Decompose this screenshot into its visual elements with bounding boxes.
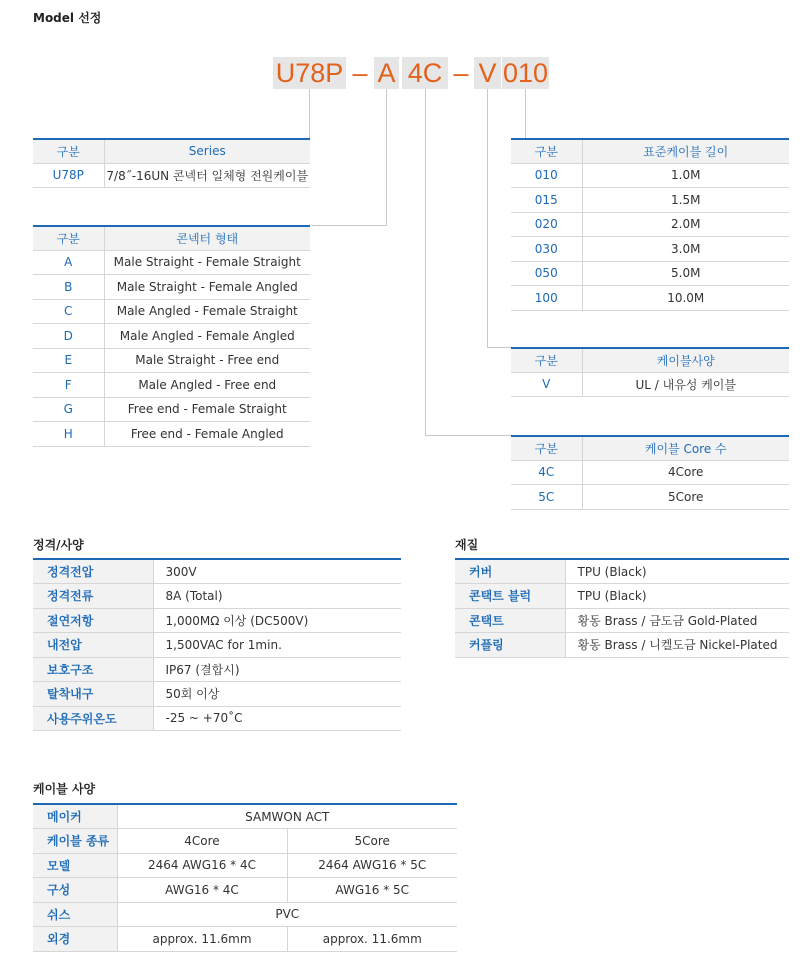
value-cell: 황동 Brass / 금도금 Gold-Plated (565, 608, 789, 633)
key-cell: 020 (511, 212, 582, 237)
table-row (33, 397, 310, 422)
header-cell: 구분 (511, 139, 582, 163)
key-cell: 030 (511, 237, 582, 262)
label-cell: 모델 (33, 853, 117, 878)
table-row (33, 559, 401, 584)
header-cell: 구분 (33, 139, 104, 163)
value-cell: 300V (153, 559, 401, 584)
header-cell: Series (104, 139, 310, 163)
label-cell: 내전압 (33, 633, 153, 658)
header-cell: 케이블사양 (582, 348, 789, 372)
key-cell: U78P (33, 163, 104, 188)
connector-line-series (309, 89, 310, 138)
label-cell: 메이커 (33, 804, 117, 829)
table-row (33, 829, 457, 854)
table-row (33, 250, 310, 275)
table-row (511, 460, 789, 485)
table-row (33, 878, 457, 903)
connector-line-length (525, 89, 526, 138)
table-row (33, 682, 401, 707)
value-cell: 2464 AWG16 * 5C (287, 853, 457, 878)
value-cell: 3.0M (582, 237, 789, 262)
value-cell: Free end - Female Angled (104, 422, 310, 447)
key-cell: D (33, 324, 104, 349)
value-cell: -25 ~ +70˚C (153, 706, 401, 731)
value-cell: IP67 (결합시) (153, 657, 401, 682)
value-cell: Male Straight - Female Straight (104, 250, 310, 275)
cable-length-table (511, 138, 789, 311)
label-cell: 구성 (33, 878, 117, 903)
cable-spec-table (33, 803, 457, 952)
value-cell: 1.0M (582, 163, 789, 188)
header-cell: 콘넥터 형태 (104, 226, 310, 250)
code-core: 4C (402, 57, 448, 89)
table-row (33, 299, 310, 324)
header-cell: 케이블 Core 수 (582, 436, 789, 460)
label-cell: 정격전압 (33, 559, 153, 584)
value-cell: 5.0M (582, 261, 789, 286)
table-row (33, 163, 310, 188)
series-table (33, 138, 310, 188)
label-cell: 콘택트 (455, 608, 565, 633)
value-cell: 7/8˝-16UN 콘넥터 일체형 전원케이블 (104, 163, 310, 188)
connector-type-table (33, 225, 310, 447)
table-row (511, 163, 789, 188)
rating-table (33, 558, 401, 731)
connector-line-connector-h (311, 225, 387, 226)
key-cell: B (33, 275, 104, 300)
table-row (511, 485, 789, 510)
connector-line-core-h (425, 435, 511, 436)
key-cell: A (33, 250, 104, 275)
key-cell: V (511, 372, 582, 397)
table-row (33, 275, 310, 300)
value-cell: Male Angled - Female Angled (104, 324, 310, 349)
cable-spec-title: 케이블 사양 (33, 782, 96, 796)
header-cell: 표준케이블 길이 (582, 139, 789, 163)
label-cell: 사용주위온도 (33, 706, 153, 731)
code-dash-1: – (352, 58, 368, 88)
value-cell: PVC (117, 902, 457, 927)
table-row (33, 804, 457, 829)
label-cell: 쉬스 (33, 902, 117, 927)
key-cell: 015 (511, 188, 582, 213)
label-cell: 보호구조 (33, 657, 153, 682)
table-row (33, 422, 310, 447)
value-cell: 2464 AWG16 * 4C (117, 853, 287, 878)
label-cell: 절연저항 (33, 608, 153, 633)
label-cell: 케이블 종류 (33, 829, 117, 854)
header-cell: 구분 (511, 348, 582, 372)
value-cell: 4Core (582, 460, 789, 485)
table-row (455, 584, 789, 609)
value-cell: 10.0M (582, 286, 789, 311)
model-code (0, 57, 806, 89)
value-cell: SAMWON ACT (117, 804, 457, 829)
value-cell: Male Straight - Female Angled (104, 275, 310, 300)
table-row (511, 372, 789, 397)
key-cell: 050 (511, 261, 582, 286)
label-cell: 커플링 (455, 633, 565, 658)
key-cell: C (33, 299, 104, 324)
value-cell: TPU (Black) (565, 559, 789, 584)
table-row (33, 608, 401, 633)
key-cell: 010 (511, 163, 582, 188)
material-title: 재질 (455, 538, 479, 552)
key-cell: G (33, 397, 104, 422)
value-cell: Male Angled - Free end (104, 373, 310, 398)
table-row (33, 584, 401, 609)
key-cell: F (33, 373, 104, 398)
table-row (511, 286, 789, 311)
value-cell: 4Core (117, 829, 287, 854)
value-cell: 5Core (287, 829, 457, 854)
code-cable: V (474, 57, 501, 89)
value-cell: 8A (Total) (153, 584, 401, 609)
key-cell: E (33, 348, 104, 373)
table-row (33, 324, 310, 349)
value-cell: approx. 11.6mm (287, 927, 457, 952)
label-cell: 정격전류 (33, 584, 153, 609)
label-cell: 커버 (455, 559, 565, 584)
connector-line-cable-v (487, 89, 488, 348)
code-connector: A (374, 57, 399, 89)
code-dash-2: – (453, 58, 469, 88)
table-row (511, 237, 789, 262)
key-cell: H (33, 422, 104, 447)
table-row (511, 188, 789, 213)
label-cell: 탈착내구 (33, 682, 153, 707)
header-cell: 구분 (33, 226, 104, 250)
value-cell: 1.5M (582, 188, 789, 213)
value-cell: Male Straight - Free end (104, 348, 310, 373)
value-cell: 2.0M (582, 212, 789, 237)
table-row (33, 657, 401, 682)
table-row (33, 348, 310, 373)
model-select-title: Model 선정 (33, 11, 102, 25)
table-row (33, 902, 457, 927)
value-cell: AWG16 * 4C (117, 878, 287, 903)
value-cell: 50회 이상 (153, 682, 401, 707)
connector-line-connector-v (386, 89, 387, 226)
label-cell: 콘택트 블럭 (455, 584, 565, 609)
table-row (33, 853, 457, 878)
rating-title: 정격/사양 (33, 538, 84, 552)
table-row (33, 706, 401, 731)
value-cell: 1,500VAC for 1min. (153, 633, 401, 658)
value-cell: Free end - Female Straight (104, 397, 310, 422)
table-row (511, 261, 789, 286)
table-row (33, 927, 457, 952)
table-row (455, 633, 789, 658)
value-cell: 1,000MΩ 이상 (DC500V) (153, 608, 401, 633)
connector-line-cable-h (487, 347, 511, 348)
table-row (33, 373, 310, 398)
value-cell: Male Angled - Female Straight (104, 299, 310, 324)
code-series: U78P (273, 57, 346, 89)
key-cell: 5C (511, 485, 582, 510)
value-cell: TPU (Black) (565, 584, 789, 609)
key-cell: 100 (511, 286, 582, 311)
value-cell: AWG16 * 5C (287, 878, 457, 903)
value-cell: 황동 Brass / 니켈도금 Nickel-Plated (565, 633, 789, 658)
value-cell: approx. 11.6mm (117, 927, 287, 952)
cable-type-table (511, 347, 789, 397)
value-cell: UL / 내유성 케이블 (582, 372, 789, 397)
code-length: 010 (502, 58, 549, 88)
table-row (455, 559, 789, 584)
material-table (455, 558, 789, 658)
label-cell: 외경 (33, 927, 117, 952)
key-cell: 4C (511, 460, 582, 485)
connector-line-core-v (425, 89, 426, 436)
core-count-table (511, 435, 789, 510)
table-row (455, 608, 789, 633)
header-cell: 구분 (511, 436, 582, 460)
table-row (511, 212, 789, 237)
value-cell: 5Core (582, 485, 789, 510)
table-row (33, 633, 401, 658)
